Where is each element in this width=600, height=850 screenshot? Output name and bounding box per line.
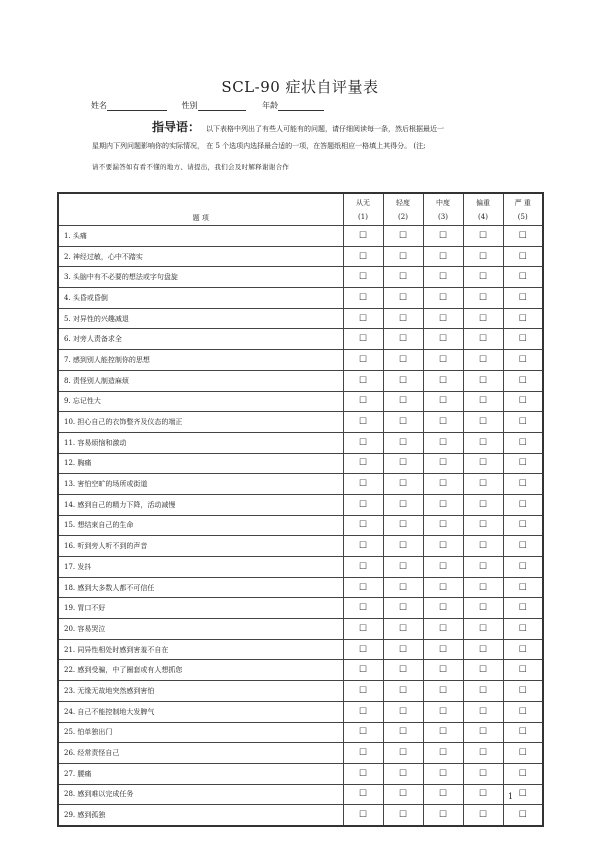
- answer-checkbox[interactable]: ☐: [423, 557, 463, 578]
- option-header-mild: [383, 193, 423, 226]
- table-row: [58, 743, 543, 764]
- symptom-item: 29. 感到孤独: [58, 805, 343, 826]
- answer-checkbox[interactable]: ☐: [423, 350, 463, 371]
- instructions-line-2: 星期内下列问题影响你的实际情况， 在 5 个选项内选择最合适的一项，在答题纸相应一格填上其得分。 (注;: [92, 142, 426, 150]
- answer-checkbox[interactable]: ☐: [423, 639, 463, 660]
- answer-checkbox[interactable]: ☐: [343, 784, 383, 805]
- symptom-item: 25. 怕单独出门: [58, 722, 343, 743]
- answer-checkbox[interactable]: ☐: [503, 805, 543, 826]
- answer-checkbox[interactable]: ☐: [463, 329, 503, 350]
- answer-checkbox[interactable]: ☐: [343, 350, 383, 371]
- option-label: 偏重: [476, 198, 490, 207]
- answer-checkbox[interactable]: ☐: [383, 743, 423, 764]
- answer-checkbox[interactable]: ☐: [503, 577, 543, 598]
- option-header-never: [343, 193, 383, 226]
- answer-checkbox[interactable]: ☐: [463, 432, 503, 453]
- symptom-item: 10. 担心自己的衣饰整齐及仪态的端正: [58, 412, 343, 433]
- name-field[interactable]: [107, 102, 167, 111]
- answer-checkbox[interactable]: ☐: [503, 370, 543, 391]
- answer-checkbox[interactable]: ☐: [423, 598, 463, 619]
- answer-checkbox[interactable]: ☐: [383, 350, 423, 371]
- answer-checkbox[interactable]: ☐: [423, 329, 463, 350]
- answer-checkbox[interactable]: ☐: [343, 515, 383, 536]
- gender-label: 性别: [181, 101, 198, 110]
- answer-checkbox[interactable]: ☐: [343, 288, 383, 309]
- symptom-item: 11. 容易烦恼和激动: [58, 432, 343, 453]
- answer-checkbox[interactable]: ☐: [383, 329, 423, 350]
- answer-checkbox[interactable]: ☐: [343, 743, 383, 764]
- answer-checkbox[interactable]: ☐: [343, 412, 383, 433]
- table-row: [58, 391, 543, 412]
- answer-checkbox[interactable]: ☐: [423, 660, 463, 681]
- answer-checkbox[interactable]: ☐: [423, 391, 463, 412]
- answer-checkbox[interactable]: ☐: [503, 329, 543, 350]
- answer-checkbox[interactable]: ☐: [343, 432, 383, 453]
- answer-checkbox[interactable]: ☐: [463, 701, 503, 722]
- answer-checkbox[interactable]: ☐: [503, 763, 543, 784]
- answer-checkbox[interactable]: ☐: [423, 805, 463, 826]
- answer-checkbox[interactable]: ☐: [503, 432, 543, 453]
- table-header-row: [58, 193, 543, 226]
- table-row: [58, 722, 543, 743]
- answer-checkbox[interactable]: ☐: [463, 681, 503, 702]
- table-row: [58, 308, 543, 329]
- answer-checkbox[interactable]: ☐: [423, 432, 463, 453]
- option-header-fairly-severe: [463, 193, 503, 226]
- answer-checkbox[interactable]: ☐: [383, 515, 423, 536]
- answer-checkbox[interactable]: ☐: [383, 619, 423, 640]
- answer-checkbox[interactable]: ☐: [423, 701, 463, 722]
- answer-checkbox[interactable]: ☐: [383, 308, 423, 329]
- option-score: (5): [517, 212, 528, 221]
- answer-checkbox[interactable]: ☐: [343, 329, 383, 350]
- answer-checkbox[interactable]: ☐: [463, 288, 503, 309]
- answer-checkbox[interactable]: ☐: [503, 515, 543, 536]
- table-row: [58, 267, 543, 288]
- answer-checkbox[interactable]: ☐: [383, 536, 423, 557]
- symptom-item: 13. 害怕空旷的场所或街道: [58, 474, 343, 495]
- answer-checkbox[interactable]: ☐: [503, 226, 543, 247]
- age-label: 年龄: [262, 101, 279, 110]
- table-row: [58, 805, 543, 826]
- option-label: 严 重: [514, 198, 531, 207]
- symptom-item: 8. 责怪别人制造麻烦: [58, 370, 343, 391]
- answer-checkbox[interactable]: ☐: [383, 391, 423, 412]
- answer-checkbox[interactable]: ☐: [423, 474, 463, 495]
- answer-checkbox[interactable]: ☐: [383, 805, 423, 826]
- symptom-item: 26. 经常责怪自己: [58, 743, 343, 764]
- answer-checkbox[interactable]: ☐: [383, 226, 423, 247]
- table-row: [58, 412, 543, 433]
- answer-checkbox[interactable]: ☐: [503, 412, 543, 433]
- symptom-item: 16. 听到旁人听不到的声音: [58, 536, 343, 557]
- answer-checkbox[interactable]: ☐: [383, 763, 423, 784]
- answer-checkbox[interactable]: ☐: [343, 639, 383, 660]
- answer-checkbox[interactable]: ☐: [383, 577, 423, 598]
- answer-checkbox[interactable]: ☐: [423, 722, 463, 743]
- answer-checkbox[interactable]: ☐: [503, 494, 543, 515]
- symptom-item: 4. 头昏或昏倒: [58, 288, 343, 309]
- answer-checkbox[interactable]: ☐: [343, 453, 383, 474]
- answer-checkbox[interactable]: ☐: [383, 722, 423, 743]
- answer-checkbox[interactable]: ☐: [343, 577, 383, 598]
- answer-checkbox[interactable]: ☐: [503, 557, 543, 578]
- answer-checkbox[interactable]: ☐: [383, 412, 423, 433]
- instructions-line-3: 请不要漏答如有看不懂的地方、请提出，我们会及时解释谢谢合作: [92, 163, 290, 171]
- answer-checkbox[interactable]: ☐: [383, 598, 423, 619]
- answer-checkbox[interactable]: ☐: [503, 784, 543, 805]
- symptom-item: 5. 对异性的兴趣减退: [58, 308, 343, 329]
- answer-checkbox[interactable]: ☐: [463, 246, 503, 267]
- answer-checkbox[interactable]: ☐: [343, 681, 383, 702]
- answer-checkbox[interactable]: ☐: [423, 681, 463, 702]
- answer-checkbox[interactable]: ☐: [343, 494, 383, 515]
- answer-checkbox[interactable]: ☐: [423, 619, 463, 640]
- symptom-item: 19. 胃口不好: [58, 598, 343, 619]
- table-row: [58, 536, 543, 557]
- answer-checkbox[interactable]: ☐: [383, 557, 423, 578]
- answer-checkbox[interactable]: ☐: [503, 308, 543, 329]
- answer-checkbox[interactable]: ☐: [463, 763, 503, 784]
- answer-checkbox[interactable]: ☐: [383, 701, 423, 722]
- item-column-header: 题 项: [58, 193, 343, 226]
- answer-checkbox[interactable]: ☐: [463, 412, 503, 433]
- answer-checkbox[interactable]: ☐: [463, 639, 503, 660]
- answer-checkbox[interactable]: ☐: [423, 370, 463, 391]
- symptom-table: [57, 192, 544, 827]
- symptom-item: 7. 感到别人能控制你的思想: [58, 350, 343, 371]
- answer-checkbox[interactable]: ☐: [503, 681, 543, 702]
- answer-checkbox[interactable]: ☐: [343, 474, 383, 495]
- table-row: [58, 619, 543, 640]
- answer-checkbox[interactable]: ☐: [423, 288, 463, 309]
- answer-checkbox[interactable]: ☐: [383, 639, 423, 660]
- answer-checkbox[interactable]: ☐: [463, 350, 503, 371]
- answer-checkbox[interactable]: ☐: [383, 660, 423, 681]
- answer-checkbox[interactable]: ☐: [463, 619, 503, 640]
- answer-checkbox[interactable]: ☐: [463, 474, 503, 495]
- answer-checkbox[interactable]: ☐: [423, 308, 463, 329]
- table-row: [58, 474, 543, 495]
- symptom-item: 22. 感到受骗，中了圈套或有人想抓您: [58, 660, 343, 681]
- answer-checkbox[interactable]: ☐: [343, 246, 383, 267]
- answer-checkbox[interactable]: ☐: [343, 619, 383, 640]
- table-row: [58, 329, 543, 350]
- answer-checkbox[interactable]: ☐: [463, 226, 503, 247]
- answer-checkbox[interactable]: ☐: [383, 474, 423, 495]
- answer-checkbox[interactable]: ☐: [503, 246, 543, 267]
- answer-checkbox[interactable]: ☐: [343, 763, 383, 784]
- answer-checkbox[interactable]: ☐: [503, 288, 543, 309]
- answer-checkbox[interactable]: ☐: [423, 453, 463, 474]
- answer-checkbox[interactable]: ☐: [503, 639, 543, 660]
- option-score: (4): [478, 212, 488, 221]
- table-row: [58, 515, 543, 536]
- table-row: [58, 453, 543, 474]
- table-row: [58, 494, 543, 515]
- answer-checkbox[interactable]: ☐: [503, 743, 543, 764]
- answer-checkbox[interactable]: ☐: [343, 701, 383, 722]
- answer-checkbox[interactable]: ☐: [383, 453, 423, 474]
- answer-checkbox[interactable]: ☐: [463, 370, 503, 391]
- page-number: 1: [508, 792, 514, 801]
- table-row: [58, 701, 543, 722]
- answer-checkbox[interactable]: ☐: [463, 536, 503, 557]
- table-row: [58, 246, 543, 267]
- answer-checkbox[interactable]: ☐: [343, 722, 383, 743]
- answer-checkbox[interactable]: ☐: [503, 350, 543, 371]
- answer-checkbox[interactable]: ☐: [463, 494, 503, 515]
- answer-checkbox[interactable]: ☐: [423, 536, 463, 557]
- answer-checkbox[interactable]: ☐: [463, 557, 503, 578]
- answer-checkbox[interactable]: ☐: [463, 598, 503, 619]
- table-row: [58, 288, 543, 309]
- answer-checkbox[interactable]: ☐: [503, 598, 543, 619]
- table-row: [58, 577, 543, 598]
- answer-checkbox[interactable]: ☐: [463, 577, 503, 598]
- name-label: 姓名: [91, 101, 107, 110]
- table-row: [58, 432, 543, 453]
- option-header-severe: [503, 193, 543, 226]
- symptom-item: 1. 头痛: [58, 226, 343, 247]
- symptom-item: 27. 腰痛: [58, 763, 343, 784]
- answer-checkbox[interactable]: ☐: [383, 784, 423, 805]
- answer-checkbox[interactable]: ☐: [423, 267, 463, 288]
- answer-checkbox[interactable]: ☐: [383, 432, 423, 453]
- answer-checkbox[interactable]: ☐: [343, 660, 383, 681]
- symptom-item: 12. 胸痛: [58, 453, 343, 474]
- answer-checkbox[interactable]: ☐: [423, 577, 463, 598]
- table-row: [58, 763, 543, 784]
- answer-checkbox[interactable]: ☐: [503, 453, 543, 474]
- table-row: [58, 226, 543, 247]
- answer-checkbox[interactable]: ☐: [503, 660, 543, 681]
- answer-checkbox[interactable]: ☐: [383, 681, 423, 702]
- answer-checkbox[interactable]: ☐: [423, 412, 463, 433]
- symptom-item: 24. 自己不能控制地大发脾气: [58, 701, 343, 722]
- symptom-item: 28. 感到难以完成任务: [58, 784, 343, 805]
- option-score: (1): [358, 212, 368, 221]
- answer-checkbox[interactable]: ☐: [423, 784, 463, 805]
- answer-checkbox[interactable]: ☐: [463, 267, 503, 288]
- answer-checkbox[interactable]: ☐: [343, 370, 383, 391]
- answer-checkbox[interactable]: ☐: [463, 453, 503, 474]
- symptom-item: 6. 对旁人责备求全: [58, 329, 343, 350]
- answer-checkbox[interactable]: ☐: [423, 246, 463, 267]
- age-field[interactable]: [278, 102, 324, 111]
- table-row: [58, 639, 543, 660]
- instructions-line-1: [152, 118, 444, 135]
- symptom-rows: [58, 226, 543, 826]
- answer-checkbox[interactable]: ☐: [343, 598, 383, 619]
- symptom-item: 15. 想结束自己的生命: [58, 515, 343, 536]
- instructions-heading: 指导语：: [152, 120, 201, 134]
- option-label: 中度: [436, 198, 450, 207]
- symptom-item: 23. 无缘无故地突然感到害怕: [58, 681, 343, 702]
- symptom-item: 14. 感到自己的精力下降，活动减慢: [58, 494, 343, 515]
- option-score: (3): [438, 212, 448, 221]
- table-row: [58, 370, 543, 391]
- answer-checkbox[interactable]: ☐: [423, 515, 463, 536]
- gender-field[interactable]: [198, 102, 246, 111]
- table-row: [58, 681, 543, 702]
- answer-checkbox[interactable]: ☐: [463, 660, 503, 681]
- table-row: [58, 784, 543, 805]
- symptom-item: 21. 同异性相处时感到害羞不自在: [58, 639, 343, 660]
- symptom-item: 17. 发抖: [58, 557, 343, 578]
- answer-checkbox[interactable]: ☐: [503, 391, 543, 412]
- symptom-item: 3. 头脑中有不必要的想法或字句盘旋: [58, 267, 343, 288]
- answer-checkbox[interactable]: ☐: [343, 557, 383, 578]
- instructions-text-1: 以下表格中列出了有些人可能有的问题，请仔细阅读每一条，然后根据最近一: [206, 125, 445, 133]
- answer-checkbox[interactable]: ☐: [503, 722, 543, 743]
- answer-checkbox[interactable]: ☐: [383, 267, 423, 288]
- answer-checkbox[interactable]: ☐: [503, 701, 543, 722]
- answer-checkbox[interactable]: ☐: [503, 536, 543, 557]
- answer-checkbox[interactable]: ☐: [383, 288, 423, 309]
- answer-checkbox[interactable]: ☐: [383, 370, 423, 391]
- answer-checkbox[interactable]: ☐: [343, 536, 383, 557]
- option-label: 从无: [356, 198, 370, 207]
- answer-checkbox[interactable]: ☐: [423, 226, 463, 247]
- table-row: [58, 557, 543, 578]
- answer-checkbox[interactable]: ☐: [423, 763, 463, 784]
- table-row: [58, 598, 543, 619]
- symptom-item: 20. 容易哭泣: [58, 619, 343, 640]
- personal-info: [91, 100, 324, 111]
- answer-checkbox[interactable]: ☐: [343, 308, 383, 329]
- answer-checkbox[interactable]: ☐: [503, 474, 543, 495]
- answer-checkbox[interactable]: ☐: [503, 619, 543, 640]
- answer-checkbox[interactable]: ☐: [383, 494, 423, 515]
- answer-checkbox[interactable]: ☐: [343, 267, 383, 288]
- answer-checkbox[interactable]: ☐: [463, 784, 503, 805]
- symptom-item: 2. 神经过敏，心中不踏实: [58, 246, 343, 267]
- answer-checkbox[interactable]: ☐: [463, 308, 503, 329]
- option-label: 轻度: [396, 198, 410, 207]
- answer-checkbox[interactable]: ☐: [423, 743, 463, 764]
- symptom-item: 18. 感到大多数人都不可信任: [58, 577, 343, 598]
- answer-checkbox[interactable]: ☐: [463, 805, 503, 826]
- answer-checkbox[interactable]: ☐: [383, 246, 423, 267]
- answer-checkbox[interactable]: ☐: [463, 391, 503, 412]
- option-score: (2): [398, 212, 408, 221]
- answer-checkbox[interactable]: ☐: [463, 743, 503, 764]
- page-title: SCL-90 症状自评量表: [221, 78, 379, 96]
- answer-checkbox[interactable]: ☐: [343, 226, 383, 247]
- answer-checkbox[interactable]: ☐: [423, 494, 463, 515]
- answer-checkbox[interactable]: ☐: [343, 391, 383, 412]
- answer-checkbox[interactable]: ☐: [463, 515, 503, 536]
- answer-checkbox[interactable]: ☐: [503, 267, 543, 288]
- symptom-item: 9. 忘记性大: [58, 391, 343, 412]
- table-row: [58, 350, 543, 371]
- answer-checkbox[interactable]: ☐: [343, 805, 383, 826]
- option-header-moderate: [423, 193, 463, 226]
- table-row: [58, 660, 543, 681]
- answer-checkbox[interactable]: ☐: [463, 722, 503, 743]
